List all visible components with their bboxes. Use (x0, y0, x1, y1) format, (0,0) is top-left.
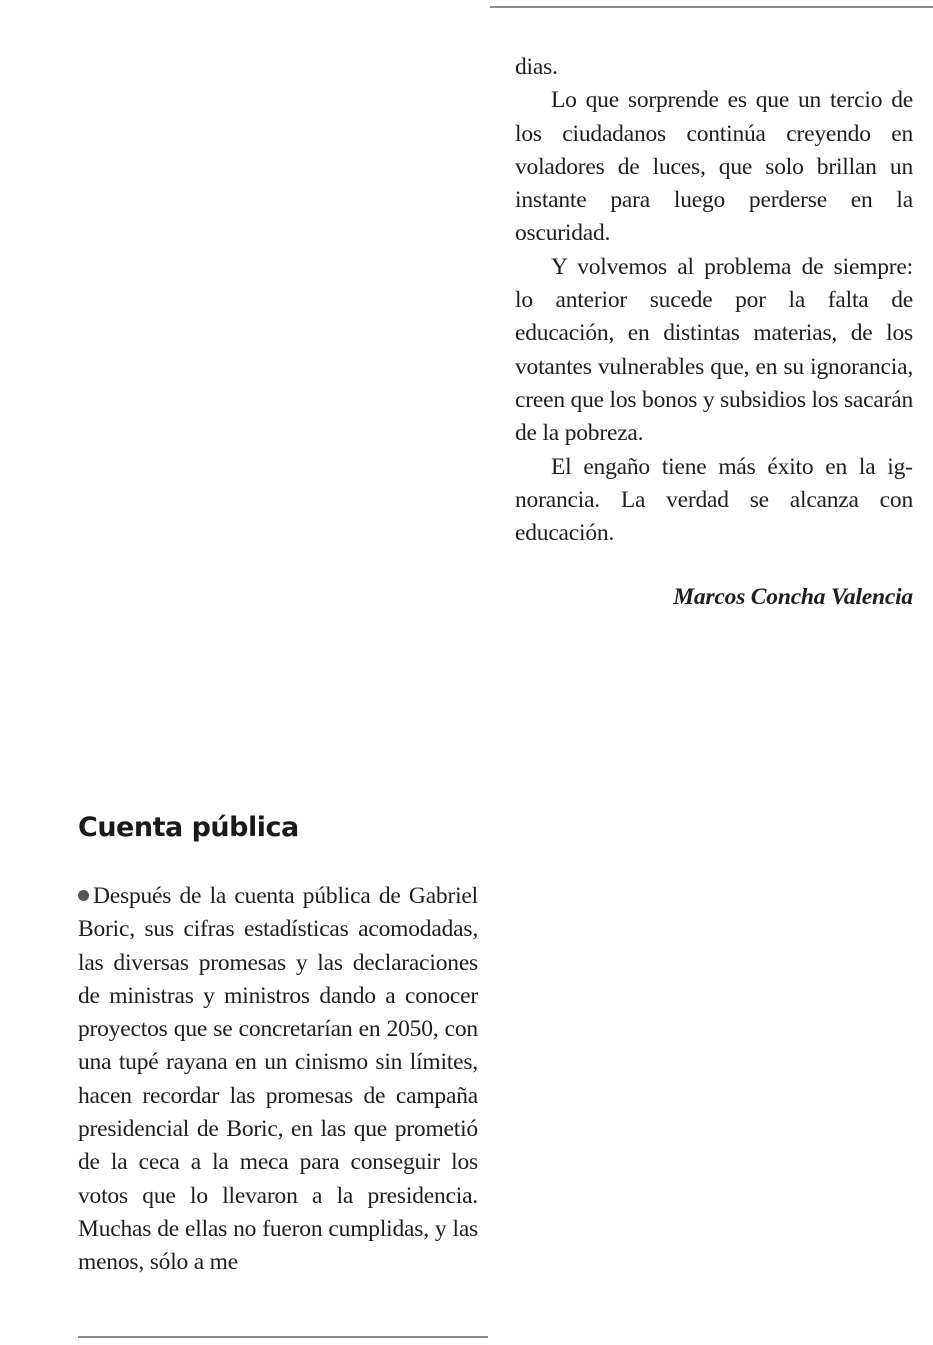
paragraph: El engaño tiene más éxito en la ignorancia. La verdad se alcanza con educación. (515, 453, 913, 547)
letter-signature: Marcos Concha Valencia (673, 584, 913, 610)
letter-continuation (515, 51, 913, 550)
top-divider (490, 6, 933, 8)
paragraph (78, 880, 478, 1280)
paragraph-text: Después de la cuenta pública de Gabriel Boric, sus cifras estadísticas acomodadas, las diversas promesas y las declaraciones de ministras y ministros dando a conocer proyectos que se concretarían en 2050, con una tupé rayana en un cinismo sin límites, hacen recordar las promesas de campaña presidencial de Boric, en las que prometió de la ceca a la meca para conseguir los votos que lo llevaron a la presidencia. Muchas de ellas no fueron cumplidas, y las menos, sólo a me (78, 883, 478, 1276)
bullet-icon (78, 890, 89, 901)
paragraph: Lo que sorprende es que un tercio de los ciudadanos continúa creyendo en voladores de luces, que solo brillan un instante para luego perderse en la oscuridad. (515, 87, 913, 247)
paragraph: Y volvemos al problema de siempre: lo anterior sucede por la falta de educación, en distintas materias, de los votantes vulnerables que, en su ignorancia, creen que los bonos y subsidios los sacarán de la pobreza. (515, 253, 914, 447)
letter-title: Cuenta pública (78, 812, 299, 843)
letter-body (78, 880, 478, 1280)
paragraph-fragment: dias. (515, 54, 558, 80)
bottom-divider (78, 1336, 488, 1338)
